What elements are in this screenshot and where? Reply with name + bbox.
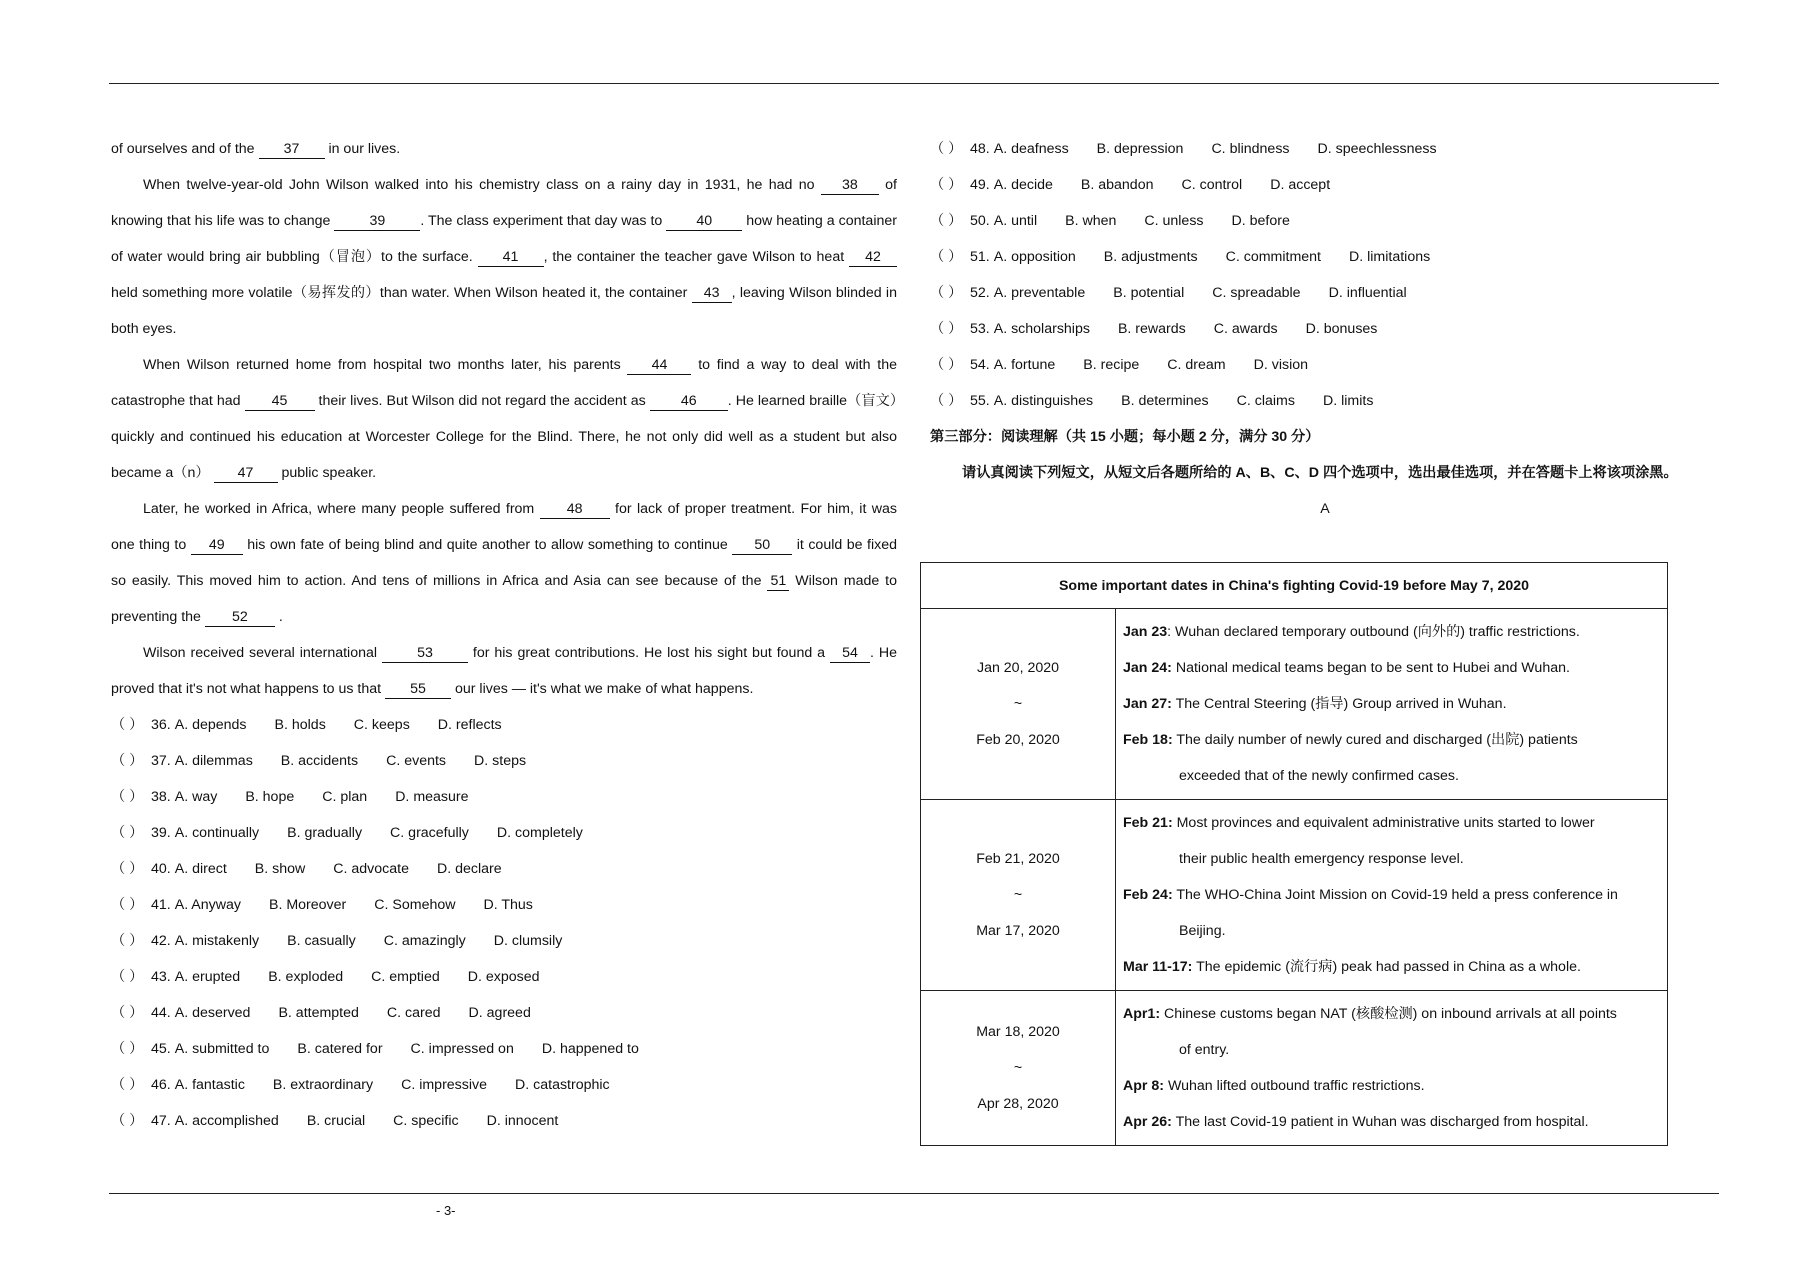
answer-paren[interactable]: （ ） (111, 1113, 144, 1129)
option-c: C. impressive (401, 1077, 488, 1093)
covid-dates-table (920, 562, 1668, 1146)
answer-paren[interactable]: （ ） (111, 969, 144, 985)
event-entry (1123, 949, 1660, 985)
table-title: Some important dates in China's fighting Covid-19 before May 7, 2020 (921, 563, 1668, 609)
answer-paren[interactable]: （ ） (111, 1041, 144, 1057)
page-number: - 3- (436, 1203, 456, 1218)
option-b: B. gradually (287, 825, 363, 841)
blank-53: 53 (382, 644, 468, 663)
option-c: C. dream (1167, 357, 1226, 373)
blank-47: 47 (214, 464, 278, 483)
question-row (111, 1067, 897, 1103)
left-column (111, 131, 897, 1139)
option-b: B. hope (245, 789, 295, 805)
date-range-cell (921, 991, 1116, 1146)
option-c: C. blindness (1211, 141, 1290, 157)
event-text: Chinese customs began NAT (核酸检测) on inbound arrivals at all points (1160, 1006, 1617, 1022)
question-number: 41. (151, 897, 171, 913)
option-b: B. adjustments (1103, 249, 1198, 265)
option-c: C. gracefully (390, 825, 469, 841)
answer-paren[interactable]: （ ） (930, 357, 963, 373)
question-row (111, 1103, 897, 1139)
option-a: A. deserved (174, 1005, 251, 1021)
question-number: 50. (970, 213, 990, 229)
question-number: 40. (151, 861, 171, 877)
question-number: 38. (151, 789, 171, 805)
option-c: C. emptied (371, 969, 440, 985)
answer-paren[interactable]: （ ） (930, 141, 963, 157)
option-b: B. exploded (268, 969, 344, 985)
answer-paren[interactable]: （ ） (111, 753, 144, 769)
option-c: C. spreadable (1212, 285, 1301, 301)
question-number: 52. (970, 285, 990, 301)
option-d: D. clumsily (493, 933, 563, 949)
passage-paragraph-1: When twelve-year-old John Wilson walked into his chemistry class on a rainy day in 1931, he had no 38 of knowing that his life was to change 39 . The class experiment that day was to 40 how heating a container of water would bring air bubbling（冒泡）to the surface. 41 , the container the teacher gave Wilson to heat 42 held something more volatile（易挥发的）than water. When Wilson heated it, the container 43 , leaving Wilson blinded in both eyes. (111, 177, 897, 337)
question-row (930, 167, 1720, 203)
event-text: The daily number of newly cured and discharged (出院) patients (1172, 732, 1578, 748)
option-c: C. specific (393, 1113, 459, 1129)
option-d: D. accept (1270, 177, 1331, 193)
option-a: A. fortune (993, 357, 1056, 373)
event-date: Jan 23 (1123, 624, 1168, 640)
option-d: D. Thus (483, 897, 533, 913)
question-row (930, 203, 1720, 239)
option-b: B. accidents (280, 753, 359, 769)
option-d: D. before (1231, 213, 1290, 229)
option-a: A. dilemmas (174, 753, 253, 769)
blank-55: 55 (385, 680, 451, 699)
event-date: Feb 18: (1123, 732, 1173, 748)
blank-37: 37 (259, 140, 325, 159)
question-list-left (111, 707, 897, 1139)
option-b: B. determines (1121, 393, 1209, 409)
event-date: Feb 21: (1123, 815, 1173, 831)
section-instruction: 请认真阅读下列短文，从短文后各题所给的 A、B、C、D 四个选项中，选出最佳选项，并在答题卡上将该项涂黑。 (962, 465, 1678, 481)
question-number: 51. (970, 249, 990, 265)
events-cell (1116, 609, 1668, 800)
option-c: C. amazingly (383, 933, 466, 949)
event-text: National medical teams began to be sent to Hubei and Wuhan. (1171, 660, 1570, 676)
question-row (111, 743, 897, 779)
event-entry (1123, 877, 1660, 949)
passage-label: A (1320, 501, 1330, 517)
event-date: Feb 24: (1123, 887, 1173, 903)
event-entry (1123, 805, 1660, 877)
passage-paragraph-0: of ourselves and of the 37 in our lives. (111, 141, 401, 157)
header-rule (109, 83, 1719, 84)
table-row (921, 991, 1668, 1146)
event-date: Mar 11-17: (1123, 959, 1193, 975)
blank-39: 39 (334, 212, 420, 231)
option-d: D. innocent (486, 1113, 559, 1129)
right-column (930, 131, 1720, 527)
option-a: A. continually (174, 825, 260, 841)
answer-paren[interactable]: （ ） (111, 825, 144, 841)
question-row (111, 779, 897, 815)
blank-50: 50 (732, 536, 792, 555)
option-c: C. impressed on (410, 1041, 514, 1057)
range-sep: ~ (1013, 1060, 1023, 1076)
option-a: A. depends (174, 717, 247, 733)
blank-43: 43 (692, 284, 732, 303)
event-entry (1123, 1104, 1660, 1140)
question-row (111, 887, 897, 923)
answer-paren[interactable]: （ ） (111, 897, 144, 913)
option-a: A. accomplished (174, 1113, 279, 1129)
option-b: B. extraordinary (272, 1077, 374, 1093)
question-row (930, 347, 1720, 383)
event-text: Most provinces and equivalent administrative units started to lower (1172, 815, 1595, 831)
option-c: C. commitment (1225, 249, 1321, 265)
range-end: Feb 20, 2020 (976, 732, 1060, 748)
event-entry (1123, 686, 1660, 722)
question-number: 37. (151, 753, 171, 769)
question-row (111, 923, 897, 959)
option-a: A. way (174, 789, 218, 805)
question-row (111, 1031, 897, 1067)
option-c: C. unless (1144, 213, 1204, 229)
question-row (111, 959, 897, 995)
option-b: B. show (254, 861, 306, 877)
option-b: B. casually (287, 933, 356, 949)
event-text: The Central Steering (指导) Group arrived in Wuhan. (1171, 696, 1507, 712)
event-entry (1123, 996, 1660, 1068)
answer-paren[interactable]: （ ） (930, 177, 963, 193)
option-d: D. completely (496, 825, 583, 841)
option-d: D. influential (1328, 285, 1407, 301)
answer-paren[interactable]: （ ） (111, 1077, 144, 1093)
date-range-cell (921, 800, 1116, 991)
passage-paragraph-3: Later, he worked in Africa, where many people suffered from 48 for lack of proper treatment. For him, it was one thing to 49 his own fate of being blind and quite another to allow something to continue 50 it could be fixed so easily. This moved him to action. And tens of millions in Africa and Asia can see because of the 51 Wilson made to preventing the 52 . (111, 501, 898, 625)
question-row (111, 851, 897, 887)
event-date: Jan 24: (1123, 660, 1172, 676)
event-text: The WHO-China Joint Mission on Covid-19 held a press conference in (1172, 887, 1618, 903)
option-d: D. speechlessness (1317, 141, 1437, 157)
option-b: B. abandon (1080, 177, 1154, 193)
event-text: The epidemic (流行病) peak had passed in China as a whole. (1192, 959, 1581, 975)
question-number: 36. (151, 717, 171, 733)
answer-paren[interactable]: （ ） (930, 321, 963, 337)
option-a: A. decide (993, 177, 1053, 193)
answer-paren[interactable]: （ ） (930, 285, 963, 301)
blank-42: 42 (849, 248, 897, 267)
blank-40: 40 (666, 212, 742, 231)
range-end: Apr 28, 2020 (977, 1096, 1059, 1112)
blank-45: 45 (245, 392, 315, 411)
event-text: The last Covid-19 patient in Wuhan was discharged from hospital. (1171, 1114, 1589, 1130)
table-row (921, 609, 1668, 800)
range-sep: ~ (1013, 887, 1023, 903)
event-text-continued: their public health emergency response level. (1179, 851, 1464, 867)
range-end: Mar 17, 2020 (976, 923, 1060, 939)
blank-51: 51 (767, 572, 789, 591)
passage-paragraph-2: When Wilson returned home from hospital two months later, his parents 44 to find a way to deal with the catastrophe that had 45 their lives. But Wilson did not regard the accident as 46 . He learned braille（盲文）quickly and continued his education at Worcester College for the Blind. There, he not only did well as a student but also became a（n） 47 public speaker. (111, 357, 897, 481)
table-row (921, 800, 1668, 991)
option-d: D. steps (474, 753, 527, 769)
option-c: C. keeps (353, 717, 410, 733)
question-number: 54. (970, 357, 990, 373)
blank-48: 48 (540, 500, 610, 519)
question-row (111, 815, 897, 851)
question-number: 45. (151, 1041, 171, 1057)
question-number: 53. (970, 321, 990, 337)
option-b: B. holds (274, 717, 326, 733)
option-d: D. agreed (468, 1005, 531, 1021)
answer-paren[interactable]: （ ） (930, 213, 963, 229)
option-b: B. potential (1113, 285, 1185, 301)
footer-rule (109, 1193, 1719, 1194)
events-cell (1116, 800, 1668, 991)
blank-46: 46 (650, 392, 728, 411)
option-c: C. cared (386, 1005, 441, 1021)
question-row (930, 275, 1720, 311)
question-number: 39. (151, 825, 171, 841)
option-c: C. advocate (333, 861, 409, 877)
option-c: C. plan (322, 789, 368, 805)
question-number: 49. (970, 177, 990, 193)
option-d: D. vision (1253, 357, 1309, 373)
option-c: C. Somehow (374, 897, 456, 913)
answer-paren[interactable]: （ ） (111, 717, 144, 733)
option-a: A. erupted (174, 969, 241, 985)
option-d: D. happened to (541, 1041, 639, 1057)
option-a: A. scholarships (993, 321, 1090, 337)
option-b: B. rewards (1117, 321, 1186, 337)
blank-49: 49 (191, 536, 243, 555)
question-row (930, 131, 1720, 167)
answer-paren[interactable]: （ ） (930, 393, 963, 409)
option-b: B. recipe (1083, 357, 1140, 373)
question-list-right (930, 131, 1720, 419)
question-row (111, 995, 897, 1031)
question-number: 48. (970, 141, 990, 157)
question-row (930, 239, 1720, 275)
option-d: D. catastrophic (515, 1077, 610, 1093)
option-b: B. depression (1096, 141, 1184, 157)
answer-paren[interactable]: （ ） (111, 933, 144, 949)
blank-52: 52 (205, 608, 275, 627)
option-a: A. distinguishes (993, 393, 1094, 409)
range-sep: ~ (1013, 696, 1023, 712)
answer-paren[interactable]: （ ） (111, 861, 144, 877)
range-start: Mar 18, 2020 (976, 1024, 1060, 1040)
question-row (111, 707, 897, 743)
event-date: Apr 26: (1123, 1114, 1172, 1130)
question-number: 46. (151, 1077, 171, 1093)
answer-paren[interactable]: （ ） (930, 249, 963, 265)
option-d: D. measure (395, 789, 469, 805)
question-row (930, 311, 1720, 347)
option-a: A. Anyway (174, 897, 241, 913)
option-b: B. catered for (297, 1041, 383, 1057)
passage-paragraph-4: Wilson received several international 53 for his great contributions. He lost his sight but found a 54 . He proved that it's not what happens to us that 55 our lives — it's what we make of what happens. (111, 645, 897, 697)
question-number: 47. (151, 1113, 171, 1129)
option-d: D. exposed (467, 969, 540, 985)
option-c: C. control (1181, 177, 1243, 193)
question-row (930, 383, 1720, 419)
answer-paren[interactable]: （ ） (111, 789, 144, 805)
event-text-continued: exceeded that of the newly confirmed cases. (1179, 768, 1459, 784)
option-a: A. mistakenly (174, 933, 260, 949)
option-a: A. submitted to (174, 1041, 270, 1057)
option-d: D. limits (1322, 393, 1374, 409)
event-date: Apr 8: (1123, 1078, 1164, 1094)
option-c: C. events (386, 753, 447, 769)
events-cell (1116, 991, 1668, 1146)
option-d: D. limitations (1349, 249, 1431, 265)
event-entry (1123, 722, 1660, 794)
event-entry (1123, 650, 1660, 686)
question-number: 43. (151, 969, 171, 985)
event-text-continued: Beijing. (1179, 923, 1226, 939)
range-start: Jan 20, 2020 (976, 660, 1060, 676)
option-c: C. claims (1236, 393, 1295, 409)
section-heading: 第三部分：阅读理解（共 15 小题；每小题 2 分，满分 30 分） (930, 429, 1320, 445)
event-text: Wuhan lifted outbound traffic restrictions. (1164, 1078, 1425, 1094)
option-a: A. direct (174, 861, 227, 877)
date-range-cell (921, 609, 1116, 800)
option-a: A. until (993, 213, 1038, 229)
question-number: 55. (970, 393, 990, 409)
event-date: Apr1: (1123, 1006, 1161, 1022)
option-b: B. Moreover (268, 897, 347, 913)
blank-44: 44 (627, 356, 691, 375)
event-entry (1123, 614, 1660, 650)
event-text: : Wuhan declared temporary outbound (向外的) traffic restrictions. (1167, 624, 1580, 640)
event-date: Jan 27: (1123, 696, 1172, 712)
question-number: 44. (151, 1005, 171, 1021)
option-b: B. when (1065, 213, 1117, 229)
range-start: Feb 21, 2020 (976, 851, 1060, 867)
option-d: D. reflects (437, 717, 502, 733)
option-a: A. preventable (993, 285, 1086, 301)
blank-38: 38 (821, 176, 879, 195)
option-c: C. awards (1213, 321, 1278, 337)
option-b: B. attempted (278, 1005, 359, 1021)
option-d: D. declare (436, 861, 502, 877)
blank-54: 54 (830, 644, 870, 663)
event-entry (1123, 1068, 1660, 1104)
option-a: A. deafness (993, 141, 1069, 157)
question-number: 42. (151, 933, 171, 949)
option-b: B. crucial (306, 1113, 366, 1129)
option-a: A. opposition (993, 249, 1076, 265)
blank-41: 41 (478, 248, 544, 267)
option-a: A. fantastic (174, 1077, 245, 1093)
answer-paren[interactable]: （ ） (111, 1005, 144, 1021)
option-d: D. bonuses (1305, 321, 1378, 337)
event-text-continued: of entry. (1179, 1042, 1230, 1058)
